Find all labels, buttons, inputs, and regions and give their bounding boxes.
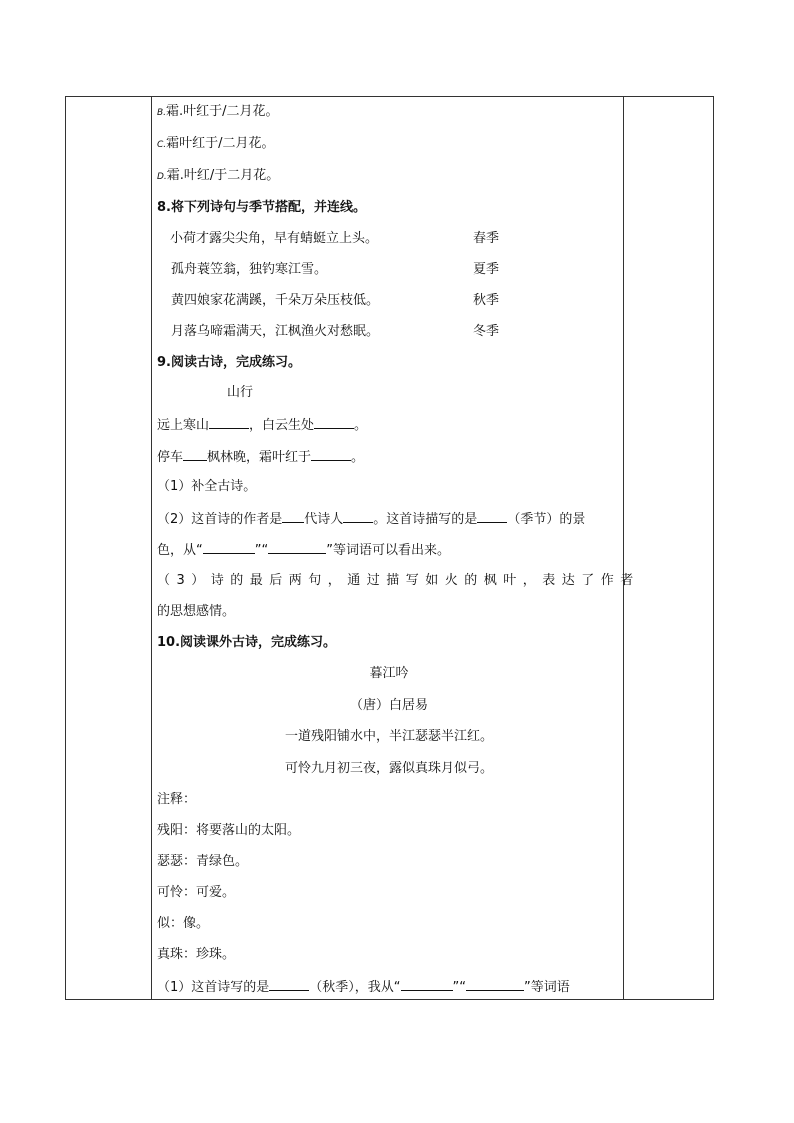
answer-blank[interactable] bbox=[183, 446, 207, 461]
note-item: 可怜：可爱。 bbox=[157, 885, 236, 900]
column-divider-right bbox=[623, 97, 624, 999]
season-option: 春季 bbox=[473, 231, 500, 246]
option-text: 霜.叶红/于二月花。 bbox=[166, 168, 280, 183]
sub-question-2: （2）这首诗的作者是 代诗人 。这首诗描写的是 （季节）的景 bbox=[157, 508, 585, 530]
verse-line: 月落乌啼霜满天，江枫渔火对愁眠。 bbox=[171, 324, 380, 339]
option-b bbox=[157, 102, 279, 123]
answer-blank[interactable] bbox=[343, 508, 373, 523]
answer-blank[interactable] bbox=[477, 508, 507, 523]
season-option: 夏季 bbox=[473, 262, 500, 277]
answer-blank[interactable] bbox=[268, 539, 326, 554]
answer-blank[interactable] bbox=[209, 414, 249, 429]
option-letter: D. bbox=[157, 172, 167, 182]
sub-question-2-cont: 色，从“ ”“ ”等词语可以看出来。 bbox=[157, 539, 450, 561]
option-text: 霜叶红于/二月花。 bbox=[166, 136, 275, 151]
note-item: 残阳：将要落山的太阳。 bbox=[157, 823, 301, 838]
option-c bbox=[157, 134, 275, 155]
notes-label: 注释： bbox=[157, 792, 197, 807]
answer-blank[interactable] bbox=[203, 539, 255, 554]
poem-verse-1: 一道残阳铺水中，半江瑟瑟半江红。 bbox=[284, 729, 493, 744]
sub-question-1: （1）补全古诗。 bbox=[157, 479, 257, 494]
answer-blank[interactable] bbox=[311, 446, 351, 461]
option-d bbox=[157, 166, 279, 187]
sub-question-3-cont: 的思想感情。 bbox=[157, 604, 236, 619]
verse-line: 孤舟蓑笠翁，独钓寒江雪。 bbox=[171, 262, 328, 277]
column-divider-left bbox=[151, 97, 152, 999]
sub-question-3: （3）诗的最后两句，通过描写如火的枫叶，表达了作者 bbox=[157, 573, 640, 588]
question-8-title: 8.将下列诗句与季节搭配，并连线。 bbox=[157, 200, 366, 215]
option-letter: C. bbox=[157, 140, 167, 150]
answer-blank[interactable] bbox=[401, 976, 453, 991]
verse-line: 小荷才露尖尖角，早有蜻蜓立上头。 bbox=[170, 231, 379, 246]
note-item: 瑟瑟：青绿色。 bbox=[157, 854, 249, 869]
poem-title: 山行 bbox=[227, 385, 254, 400]
note-item: 似：像。 bbox=[157, 916, 210, 931]
q10-sub-question-1: （1）这首诗写的是 （秋季），我从“ ”“ ”等词语 bbox=[157, 976, 570, 998]
poem-title: 暮江吟 bbox=[369, 666, 409, 681]
poem-verse-2: 可怜九月初三夜，露似真珠月似弓。 bbox=[284, 761, 493, 776]
table-content-cell bbox=[157, 96, 640, 1000]
question-10-title: 10.阅读课外古诗，完成练习。 bbox=[157, 635, 337, 650]
poem-line-2: 停车 枫林晚，霜叶红于 。 bbox=[157, 446, 364, 468]
note-item: 真珠：珍珠。 bbox=[157, 947, 236, 962]
question-9-title: 9.阅读古诗，完成练习。 bbox=[157, 355, 301, 370]
season-option: 秋季 bbox=[473, 293, 500, 308]
verse-line: 黄四娘家花满蹊，千朵万朵压枝低。 bbox=[171, 293, 380, 308]
poem-author: （唐）白居易 bbox=[349, 698, 428, 713]
poem-line-1: 远上寒山 ，白云生处 。 bbox=[157, 414, 367, 436]
season-option: 冬季 bbox=[473, 324, 500, 339]
option-letter: B. bbox=[157, 108, 167, 118]
answer-blank[interactable] bbox=[282, 508, 304, 523]
answer-blank[interactable] bbox=[269, 976, 309, 991]
option-text: 霜.叶红于/二月花。 bbox=[166, 104, 279, 119]
answer-blank[interactable] bbox=[466, 976, 524, 991]
answer-blank[interactable] bbox=[314, 414, 354, 429]
